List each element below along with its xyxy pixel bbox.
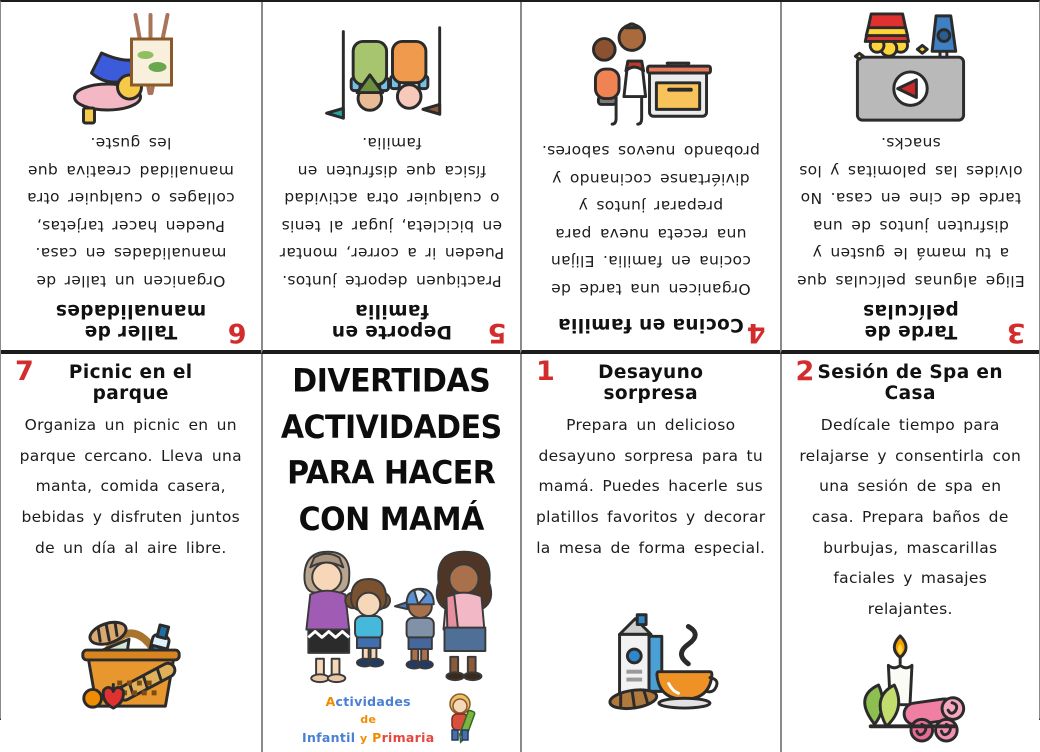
logo-line-2: de: [360, 713, 377, 727]
card-body: Organicen una tarde de cocina en familia. Elijan una receta nueva para preparar juntos y diviértanse cocinando y probando nuevos sabores.: [541, 142, 760, 298]
card-body: Elige algunas películas que a tu mamá le gusten y disfruten juntos de una tarde de cine en casa. No olvides las palomitas y los snacks.: [796, 134, 1025, 290]
card-title: Cocina en familia: [557, 314, 744, 336]
panel-card-4: [520, 2, 780, 354]
cover-title-line: ACTIVIDADES: [280, 408, 502, 447]
card-body: Practiquen deporte juntos. Pueden ir a correr, montar en bicicleta, jugar al tenis o cualquier otra actividad física que disfruten en familia.: [278, 134, 504, 290]
cover-title-line: CON MAMÁ: [298, 500, 484, 539]
card-title: Desayuno sorpresa: [598, 362, 704, 404]
card-number: 4: [746, 317, 766, 348]
card-title: Deporte en familia: [330, 300, 452, 342]
movie-night-icon: [795, 8, 1027, 129]
card-number: 5: [487, 317, 506, 348]
card-number: 6: [227, 317, 247, 348]
picnic-basket-icon: [14, 563, 248, 746]
panel-cover: [261, 354, 521, 752]
cover-title: [281, 359, 502, 543]
logo-kid-with-pencil-icon: [440, 692, 480, 748]
card-title: Sesión de Spa en Casa: [817, 362, 1003, 404]
panel-card-3: [780, 2, 1040, 354]
cover-title-line: DIVERTIDAS: [292, 362, 491, 401]
card-body: Dedícale tiempo para relajarse y consentirla con una sesión de spa en casa. Prepara baños de burbujas, mascarillas faciales y masajes relajantes.: [799, 416, 1022, 619]
card-number: 2: [795, 356, 815, 387]
cover-title-line: PARA HACER: [287, 454, 496, 493]
card-body: Prepara un delicioso desayuno sorpresa para tu mamá. Puedes hacerle sus platillos favoritos y decorar la mesa de forma especial.: [536, 416, 766, 557]
card-title: Tarde de películas: [862, 300, 959, 342]
mothers-and-children-illustration: [278, 544, 504, 690]
panel-card-7: [1, 354, 261, 752]
card-number: 1: [536, 356, 555, 387]
card-body: Organicen un taller de manualidades en casa. Pueden hacer tarjetas, collages o cualquier otra manualidad creativa que les guste.: [26, 134, 235, 290]
panel-card-2: [780, 354, 1040, 752]
panel-card-6: [1, 2, 261, 354]
card-title: Picnic en el parque: [68, 362, 193, 404]
spa-candle-icon: [795, 625, 1027, 747]
breakfast-icon: [535, 563, 767, 746]
panel-card-5: [261, 2, 521, 354]
card-number: 3: [1006, 317, 1025, 348]
logo-line-1: Actividades: [325, 694, 411, 710]
cooking-class-icon: [535, 8, 767, 137]
card-title: Taller de manualidades: [55, 300, 207, 342]
card-number: 7: [15, 356, 34, 387]
publisher-logo: [302, 692, 480, 748]
panel-card-1: [520, 354, 780, 752]
card-body: Organiza un picnic en un parque cercano. Lleva una manta, comida casera, bebidas y disfruten juntos de un día al aire libre.: [19, 416, 242, 557]
family-sport-icon: [276, 8, 508, 129]
logo-line-3: Infantil y Primaria: [302, 729, 435, 745]
easel-painting-icon: [14, 8, 248, 129]
